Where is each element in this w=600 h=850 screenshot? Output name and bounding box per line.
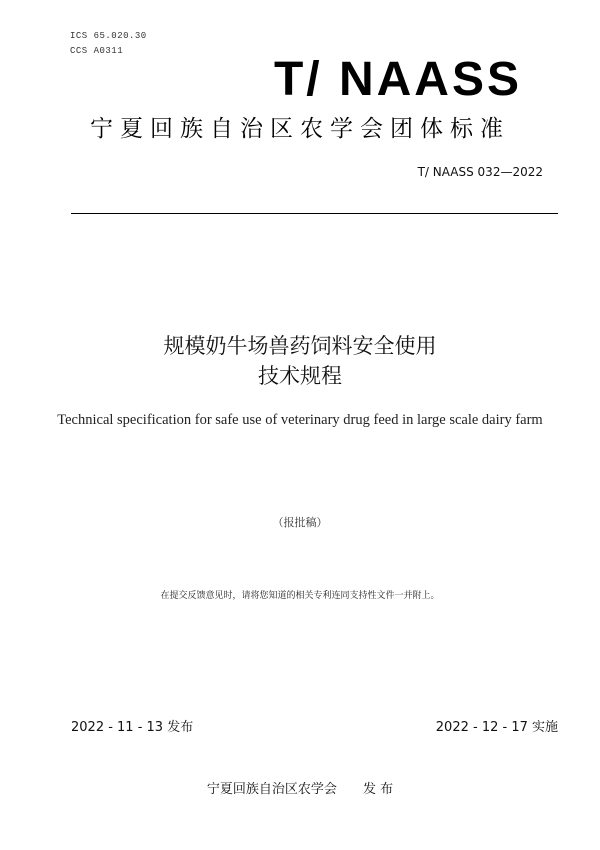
ics-code: ICS 65.020.30 bbox=[70, 31, 147, 41]
english-title: Technical specification for safe use of veterinary drug feed in large scale dairy farm bbox=[57, 412, 543, 428]
document-title-line-1: 规模奶牛场兽药饲料安全使用 bbox=[163, 334, 437, 358]
ccs-code: CCS A0311 bbox=[70, 46, 124, 56]
publish-action: 发 布 bbox=[362, 782, 394, 797]
draft-stage: （报批稿） bbox=[272, 516, 328, 529]
publisher-line bbox=[0, 778, 600, 797]
publisher-name: 宁夏回族自治区农学会 bbox=[206, 782, 337, 797]
organization-title: 宁夏回族自治区农学会团体标准 bbox=[90, 116, 510, 142]
document-title-line-2: 技术规程 bbox=[258, 364, 342, 388]
standard-logo: T/ NAASS bbox=[273, 53, 522, 106]
implementation-date: 2022 - 12 - 17 实施 bbox=[435, 720, 558, 735]
document-number: T/ NAASS 032—2022 bbox=[417, 165, 543, 179]
issue-date: 2022 - 11 - 13 发布 bbox=[71, 720, 194, 735]
patent-notice: 在提交反馈意见时，请将您知道的相关专利连同支持性文件一并附上。 bbox=[160, 591, 440, 601]
header-divider bbox=[71, 213, 558, 214]
